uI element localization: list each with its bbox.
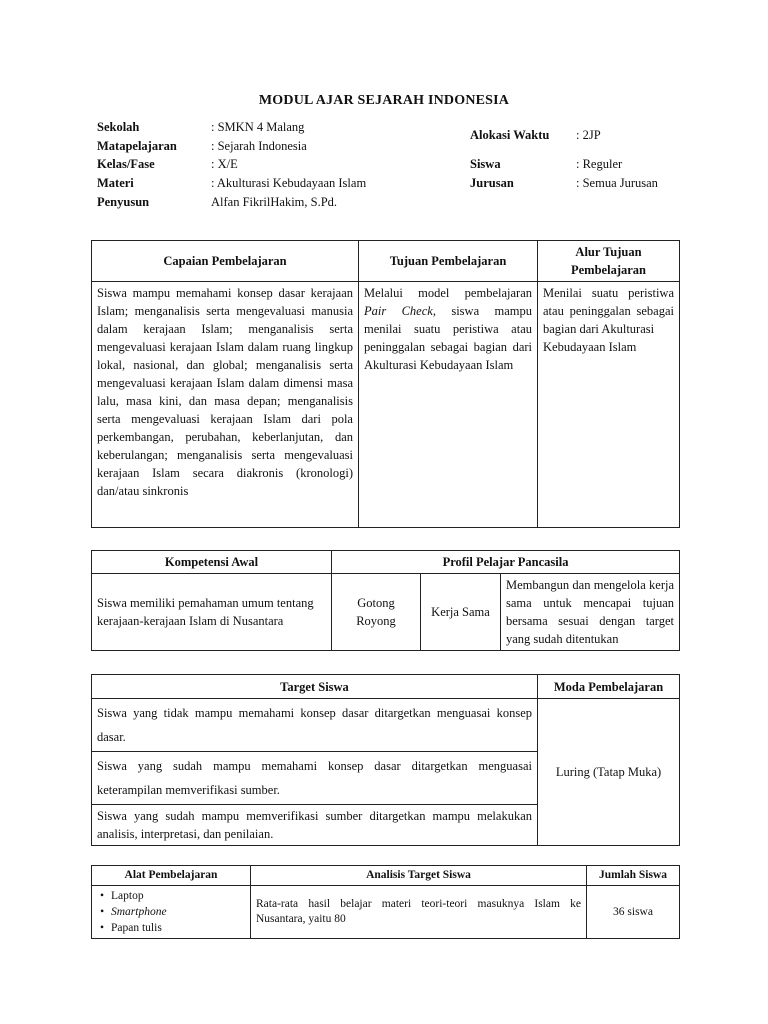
header-analisis: Analisis Target Siswa	[251, 866, 587, 886]
target-table	[91, 674, 680, 846]
label-jurusan: Jurusan	[470, 176, 514, 190]
identity-right	[470, 128, 700, 198]
capaian-table	[91, 240, 680, 528]
tujuan-text-model: Pair Check	[364, 304, 433, 318]
jumlah-text: 36 siswa	[587, 886, 680, 939]
kompetensi-text: Siswa memiliki pemahaman umum tentang kerajaan-kerajaan Islam di Nusantara	[92, 574, 332, 651]
header-target: Target Siswa	[92, 675, 538, 699]
alur-text-2: Kebudayaan Islam	[543, 340, 637, 354]
value-sekolah: : SMKN 4 Malang	[211, 120, 305, 134]
value-matapelajaran: : Sejarah Indonesia	[211, 139, 307, 153]
tujuan-cell	[359, 282, 538, 528]
kompetensi-table	[91, 550, 680, 651]
label-kelas: Kelas/Fase	[97, 157, 155, 171]
target-row-3: Siswa yang sudah mampu memverifikasi sumber ditargetkan mampu melakukan analisis, interpretasi, dan penilaian.	[92, 805, 538, 846]
value-materi: : Akulturasi Kebudayaan Islam	[211, 176, 367, 190]
document-title: MODUL AJAR SEJARAH INDONESIA	[258, 93, 510, 108]
identity-left	[97, 120, 397, 215]
label-penyusun: Penyusun	[97, 195, 150, 209]
profil-gotong-royong: Gotong Royong	[332, 574, 421, 651]
profil-description: Membangun dan mengelola kerja sama untuk mencapai tujuan bersama sesuai dengan target yang sudah ditentukan	[501, 574, 680, 651]
alur-text-1: Menilai suatu peristiwa atau peninggalan sebagai bagian dari Akulturasi	[543, 286, 674, 336]
alat-item-papan-tulis: • Papan tulis	[111, 920, 245, 936]
value-kelas: : X/E	[211, 157, 238, 171]
target-row-2: Siswa yang sudah mampu memahami konsep dasar ditargetkan menguasai keterampilan memverifikasi sumber.	[92, 752, 538, 805]
header-kompetensi: Kompetensi Awal	[92, 551, 332, 574]
value-siswa: : Reguler	[576, 157, 623, 171]
header-moda: Moda Pembelajaran	[538, 675, 680, 699]
tujuan-text-pre: Melalui model pembelajaran	[364, 286, 532, 300]
alur-cell	[538, 282, 680, 528]
label-sekolah: Sekolah	[97, 120, 140, 134]
label-materi: Materi	[97, 176, 134, 190]
capaian-text: Siswa mampu memahami konsep dasar kerajaan Islam; menganalisis serta mengevaluasi manusia dalam kerajaan Islam; menganalisis serta mengevaluasi kerajaan Islam dalam ruang lingkup lokal, nasional, dan global; menganalisis serta mengevaluasi kerajaan Islam dalam dimensi masa lalu, masa kini, dan masa depan; menganalisis serta mengevaluasi kerajaan Islam dari pola perkembangan, perubahan, keberlanjutan, dan keberulangan; menganalisis serta mengevaluasi kerajaan Islam secara diakronis (kronologi) dan/atau sinkronis	[92, 282, 359, 528]
value-alokasi-waktu: : 2JP	[576, 128, 601, 142]
header-tujuan: Tujuan Pembelajaran	[359, 241, 538, 282]
alat-item-smartphone: • Smartphone	[111, 904, 245, 920]
header-jumlah: Jumlah Siswa	[587, 866, 680, 886]
alat-list-cell	[92, 886, 251, 939]
label-alokasi-waktu: Alokasi Waktu	[470, 128, 550, 142]
alat-table	[91, 865, 680, 939]
alat-item-laptop: • Laptop	[111, 888, 245, 904]
analisis-text: Rata-rata hasil belajar materi teori-teori masuknya Islam ke Nusantara, yaitu 80	[251, 886, 587, 939]
label-matapelajaran: Matapelajaran	[97, 139, 177, 153]
profil-kerja-sama: Kerja Sama	[421, 574, 501, 651]
alat-list	[97, 888, 245, 936]
header-alat: Alat Pembelajaran	[92, 866, 251, 886]
header-profil: Profil Pelajar Pancasila	[332, 551, 680, 574]
header-alur: Alur Tujuan Pembelajaran	[538, 241, 680, 282]
value-penyusun: Alfan FikrilHakim, S.Pd.	[211, 195, 338, 209]
value-jurusan: : Semua Jurusan	[576, 176, 658, 190]
target-row-1: Siswa yang tidak mampu memahami konsep dasar ditargetkan menguasai konsep dasar.	[92, 699, 538, 752]
header-capaian: Capaian Pembelajaran	[92, 241, 359, 282]
label-siswa: Siswa	[470, 157, 501, 171]
moda-text: Luring (Tatap Muka)	[538, 699, 680, 846]
tujuan-text-post: , siswa mampu menilai suatu peristiwa atau peninggalan sebagai bagian dari Akulturasi Kebudayaan Islam	[364, 304, 532, 372]
